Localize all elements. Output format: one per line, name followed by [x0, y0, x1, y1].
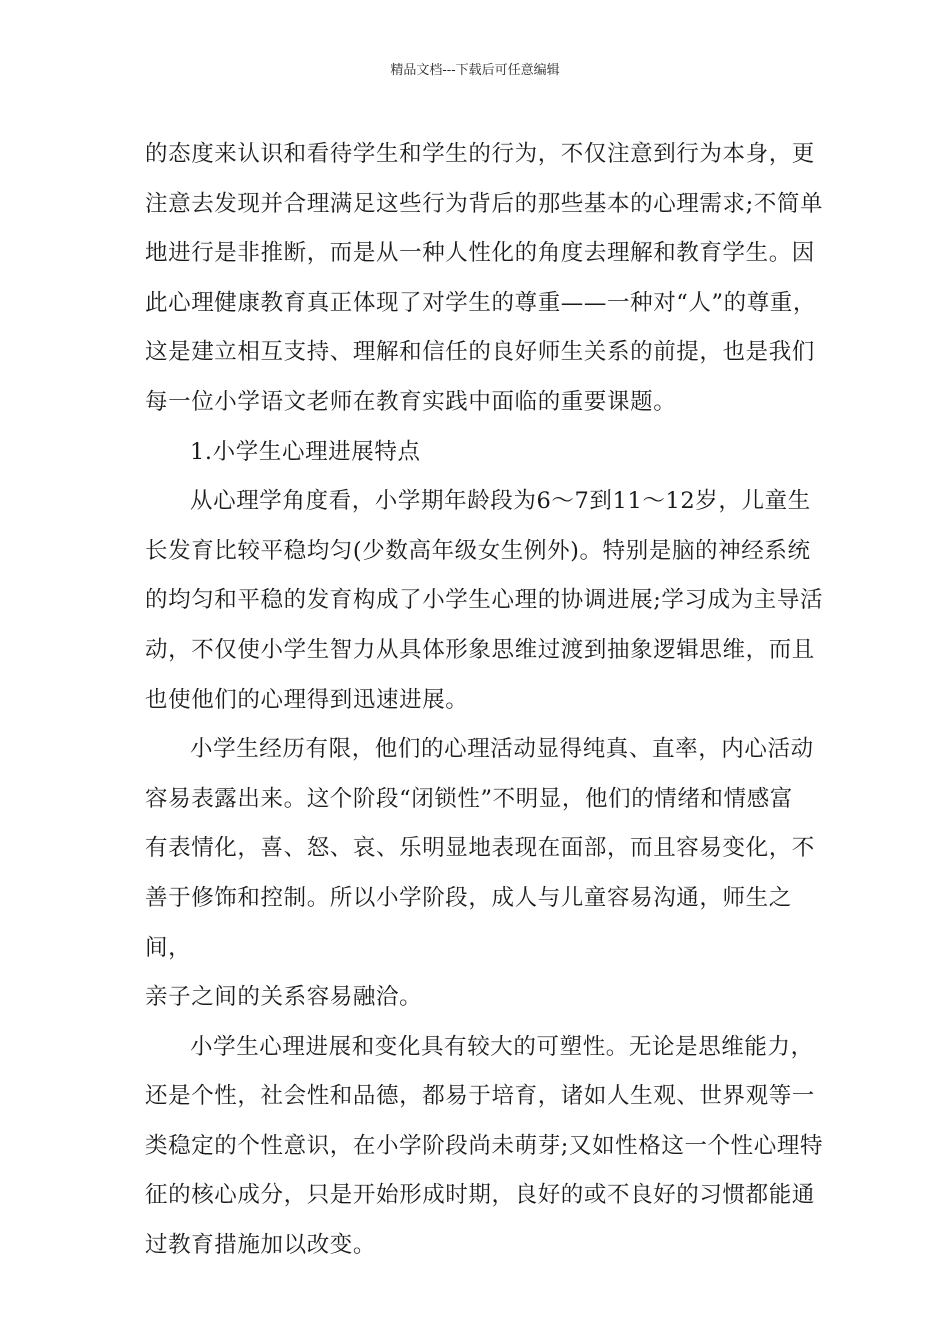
- paragraph-continuation: [145, 130, 825, 428]
- text-line: 小学生心理进展和变化具有较大的可塑性。无论是思维能力，: [190, 1033, 814, 1060]
- paragraph-continuation-lines: [145, 775, 825, 1023]
- text-line: 还是个性，社会性和品德，都易于培育，诸如人生观、世界观等一: [145, 1083, 815, 1110]
- text-line: 小学生经历有限，他们的心理活动显得纯真、直率，内心活动: [190, 736, 814, 763]
- text-line: 容易表露出来。这个阶段“闭锁性”不明显，他们的情绪和情感富: [145, 785, 793, 812]
- text-line: 类稳定的个性意识，在小学阶段尚未萌芽;又如性格这一个性心理特: [145, 1132, 824, 1159]
- text-line: 亲子之间的关系容易融洽。: [145, 984, 423, 1011]
- text-line: 善于修饰和控制。所以小学阶段，成人与儿童容易沟通，师生之间，: [145, 884, 792, 961]
- text-line: 长发育比较平稳均匀(少数高年级女生例外)。特别是脑的神经系统: [145, 537, 811, 564]
- paragraph: [145, 477, 825, 527]
- text-line: 地进行是非推断，而是从一种人性化的角度去理解和教育学生。因: [145, 240, 815, 267]
- document-body: [145, 130, 825, 1271]
- paragraph-continuation-lines: [145, 1072, 825, 1270]
- text-line: 的均匀和平稳的发育构成了小学生心理的协调进展;学习成为主导活: [145, 587, 824, 614]
- text-line: 注意去发现并合理满足这些行为背后的那些基本的心理需求;不简单: [145, 190, 824, 217]
- text-line: 这是建立相互支持、理解和信任的良好师生关系的前提，也是我们: [145, 339, 815, 366]
- text-line: 的态度来认识和看待学生和学生的行为，不仅注意到行为本身，更: [145, 141, 815, 167]
- text-line: 有表情化，喜、怒、哀、乐明显地表现在面部，而且容易变化，不: [145, 835, 815, 862]
- paragraph-continuation-lines: [145, 527, 825, 725]
- paragraph: [145, 1023, 825, 1073]
- paragraph: [145, 725, 825, 775]
- text-line: 每一位小学语文老师在教育实践中面临的重要课题。: [145, 388, 677, 415]
- text-line: 此心理健康教育真正体现了对学生的尊重——一种对“人”的尊重，: [145, 289, 817, 316]
- text-line: 征的核心成分，只是开始形成时期，良好的或不良好的习惯都能通: [145, 1182, 815, 1209]
- text-line: 从心理学角度看，小学期年龄段为6～7到11～12岁，儿童生: [190, 488, 811, 515]
- heading-line: 1.小学生心理进展特点: [190, 438, 421, 465]
- page-header: 精品文档---下载后可任意编辑: [390, 63, 560, 78]
- text-line: 也使他们的心理得到迅速进展。: [145, 686, 469, 713]
- text-line: 过教育措施加以改变。: [145, 1232, 377, 1259]
- text-line: 动，不仅使小学生智力从具体形象思维过渡到抽象逻辑思维，而且: [145, 636, 815, 663]
- section-heading: [145, 428, 825, 478]
